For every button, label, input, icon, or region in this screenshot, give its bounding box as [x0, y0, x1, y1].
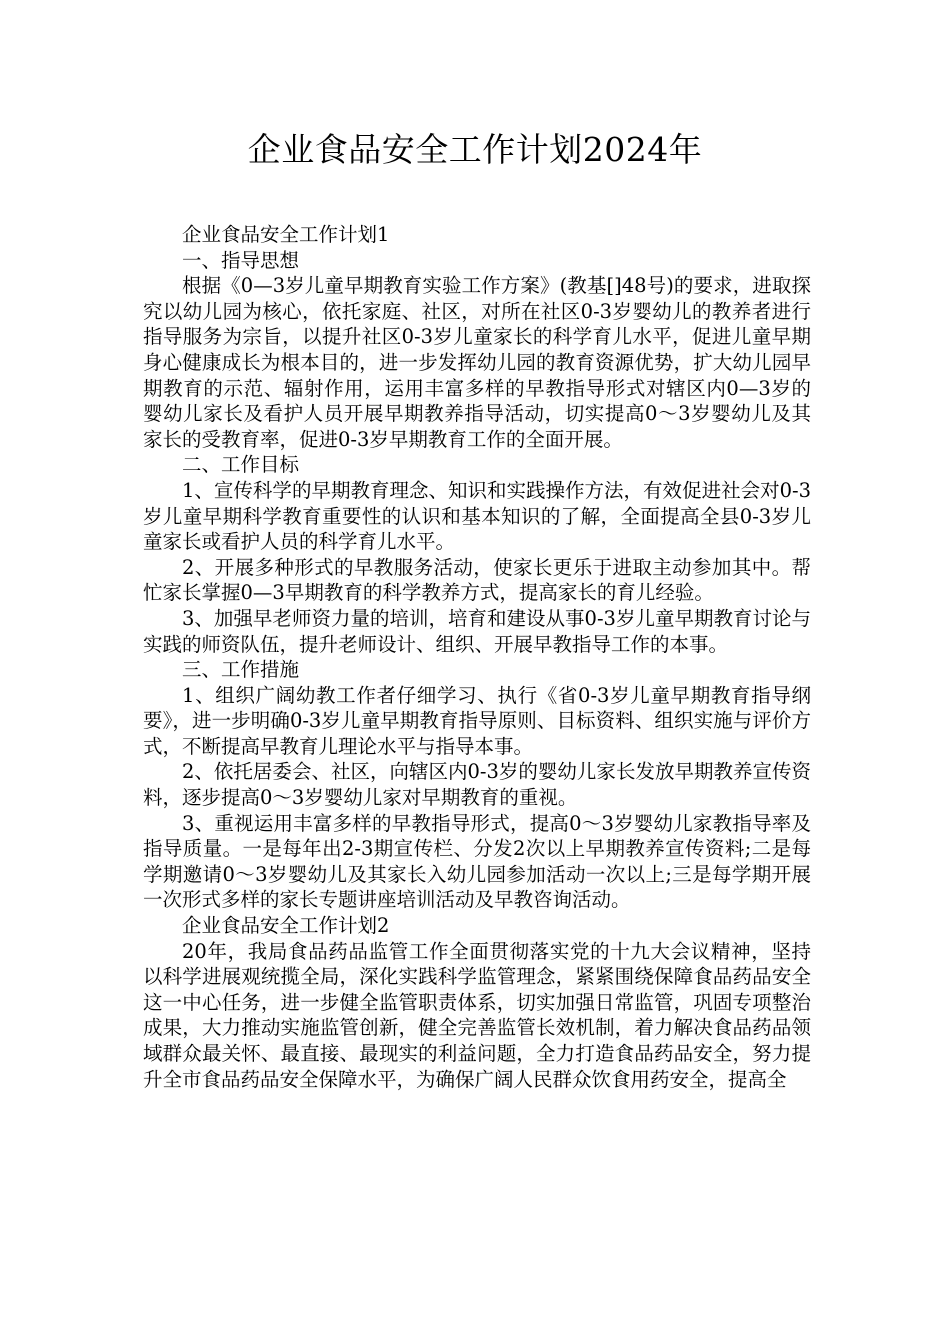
section-heading-plan-2: 企业食品安全工作计划2 [182, 914, 390, 938]
section-heading-work-goals: 二、工作目标 [182, 453, 300, 477]
section-heading-plan-1: 企业食品安全工作计划1 [182, 223, 390, 246]
paragraph-goal-2: 2、开展多种形式的早教服务活动，使家长更乐于进取主动参加其中。帮忙家长掌握0—3早期教育的科学教养方式，提高家长的育儿经验。 [143, 555, 811, 605]
document-body [143, 222, 811, 1092]
paragraph-measure-1: 1、组织广阔幼教工作者仔细学习、执行《省0-3岁儿童早期教育指导纲要》，进一步明确0-3岁儿童早期教育指导原则、目标资料、组织实施与评价方式，不断提高早教育儿理论水平与指导本事。 [143, 683, 811, 758]
document-title: 企业食品安全工作计划2024年 [247, 130, 703, 169]
paragraph-goal-3: 3、加强早老师资力量的培训，培育和建设从事0-3岁儿童早期教育讨论与实践的师资队伍，提升老师设计、组织、开展早教指导工作的本事。 [143, 606, 811, 656]
paragraph-goal-1: 1、宣传科学的早期教育理念、知识和实践操作方法，有效促进社会对0-3岁儿童早期科学教育重要性的认识和基本知识的了解，全面提高全县0-3岁儿童家长或看护人员的科学育儿水平。 [143, 478, 811, 554]
paragraph-guiding-ideology: 根据《0—3岁儿童早期教育实验工作方案》(教基[]48号)的要求，进取探究以幼儿园为核心，依托家庭、社区，对所在社区0-3岁婴幼儿的教养者进行指导服务为宗旨，以提升社区0-3岁儿童家长的科学育儿水平，促进儿童早期身心健康成长为根本目的，进一步发挥幼儿园的教育资源优势，扩大幼儿园早期教育的示范、辐射作用，运用丰富多样的早教指导形式对辖区内0—3岁的婴幼儿家长及看护人员开展早期教养指导活动，切实提高0～3岁婴幼儿及其家长的受教育率，促进0-3岁早期教育工作的全面开展。 [143, 274, 811, 451]
paragraph-plan-2-intro: 20年，我局食品药品监管工作全面贯彻落实党的十九大会议精神，坚持以科学进展观统揽全局，深化实践科学监管理念，紧紧围绕保障食品药品安全这一中心任务，进一步健全监管职责体系，切实加强日常监管，巩固专项整治成果，大力推动实施监管创新，健全完善监管长效机制，着力解决食品药品领域群众最关怀、最直接、最现实的利益问题，全力打造食品药品安全，努力提升全市食品药品安全保障水平，为确保广阔人民群众饮食用药安全，提高全 [143, 939, 811, 1091]
paragraph-measure-2: 2、依托居委会、社区，向辖区内0-3岁的婴幼儿家长发放早期教养宣传资料，逐步提高0～3岁婴幼儿家对早期教育的重视。 [143, 760, 811, 810]
section-heading-guiding-ideology: 一、指导思想 [182, 248, 300, 272]
paragraph-measure-3: 3、重视运用丰富多样的早教指导形式，提高0～3岁婴幼儿家教指导率及指导质量。一是每年出2-3期宣传栏、分发2次以上早期教养宣传资料;二是每学期邀请0～3岁婴幼儿及其家长入幼儿园参加活动一次以上;三是每学期开展一次形式多样的家长专题讲座培训活动及早教咨询活动。 [143, 811, 811, 912]
section-heading-work-measures: 三、工作措施 [182, 658, 300, 682]
